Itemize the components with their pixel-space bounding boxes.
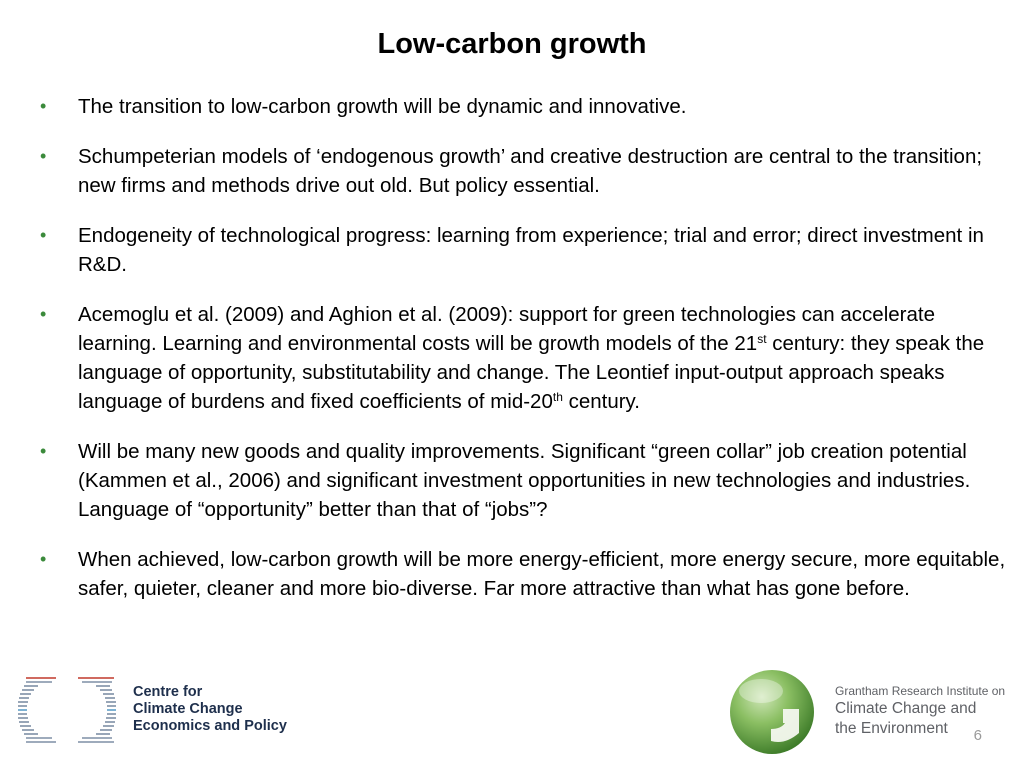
bullet-text: Will be many new goods and quality improvements. Significant “green collar” job creation potential (Kammen et al., 2006) and significant investment opportunities in new technologies and industries. Language of “opportunity” better than that of “jobs”? [78,440,971,521]
bullet-item [36,92,1008,121]
bullet-text: Schumpeterian models of ‘endogenous growth’ and creative destruction are central to the transition; new firms and methods drive out old. But policy essential. [78,145,983,197]
bullet-marker: • [40,96,47,116]
bullet-text-part: century: they speak the language of opportunity, substitutability and change. The Leontief input-output approach speaks language of burdens and fixed coefficients of mid-20 [78,332,985,413]
cccep-line: Centre for [133,684,203,700]
grantham-line: the Environment [835,720,948,737]
bullet-text-part: century. [562,390,640,413]
grantham-globe-icon [727,667,817,757]
bullet-item [36,300,1008,416]
bullet-marker: • [40,549,47,569]
bullet-list [36,92,1008,624]
bullet-text: Endogeneity of technological progress: learning from experience; trial and error; direct investment in R&D. [78,224,984,276]
bullet-item [36,545,1008,603]
slide-title: Low-carbon growth [377,28,647,60]
bullet-marker: • [40,225,47,245]
grantham-line: Grantham Research Institute on [835,684,1006,698]
bullet-item [36,221,1008,279]
bullet-text: When achieved, low-carbon growth will be more energy-efficient, more energy secure, more equitable, safer, quieter, cleaner and more bio-diverse. Far more attractive than what has gone before. [78,548,1006,600]
bullet-text-part: Acemoglu et al. (2009) and Aghion et al. (2009): support for green technologies can accelerate learning. Learning and environmental costs will be growth models of the 21 [78,303,935,355]
cccep-line: Economics and Policy [133,718,287,734]
superscript: st [757,332,767,346]
grantham-line: Climate Change and [835,700,977,717]
bullet-marker: • [40,441,47,461]
bullet-marker: • [40,304,47,324]
bullet-item [36,142,1008,200]
cccep-logo-mark [18,678,116,742]
bullet-item [36,437,1008,524]
cccep-line: Climate Change [133,701,243,717]
superscript: th [552,390,563,404]
bullet-marker: • [40,146,47,166]
bullet-text: The transition to low-carbon growth will be dynamic and innovative. [78,95,687,118]
cccep-logo-text [133,684,287,735]
page-number: 6 [973,727,982,744]
